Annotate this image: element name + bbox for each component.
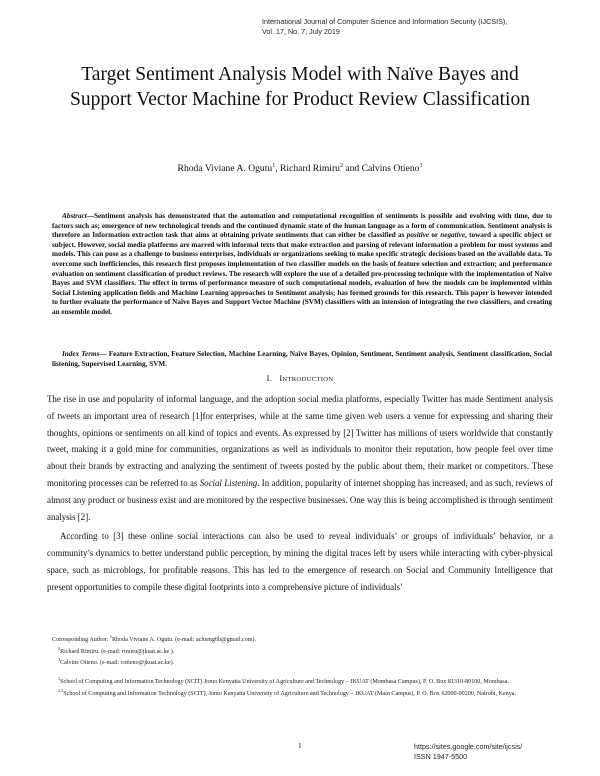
author-name: Rhoda Viviane A. Ogutu — [177, 163, 273, 175]
footnote: $^3$Calvins Otieno. (e-mail: cotieno@jkuat.ac.ke). — [58, 657, 175, 667]
page-number: 1 — [298, 742, 302, 750]
paragraph: According to [3] these online social interactions can also be used to reveal individuals’ or groups of individuals’ behavior, or a community’s dynamics to better understand public perception, by mining the digital traces left by users while interacting with cyber-physical space, such as microblogs, for profitable reasons. This has led to the emergence of research on Social and Community Intelligence that present opportunities to compile these digital footprints into a comprehensive picture of individuals’ — [47, 531, 553, 592]
abstract: Abstract—Sentiment analysis has demonstrated that the automation and computational recognition of sentiments is possible and evolving with time, due to factors such as; emergence of new technological trends and the continued dynamic state of the human language as a form of communication. Sentiment analysis is therefore an Information extraction task that aims at obtaining private sentiments that can either be classified as positive or negative, toward a specific object or subject. However, social media platforms are marred with informal texts that make extraction and parsing of relevant information a problem for most systems and models. This can pose as a challenge to business enterprises, individuals or organizations seeking to make specific strategic decisions based on the available data. To overcome such inefficiencies, this research first proposes implementation of two classifier models on the basis of feature selection and extraction; and performance evaluation on sentiment classification of product reviews. The research will explore the use of a detailed pre-processing technique with the implementation of Naïve Bayes and SVM classifiers. The effect in terms of performance measure of such computational models, evaluation of how the models can be implemented within Social Listening application fields and Machine Learning approaches to Sentiment analysis; has formed grounds for this research. This paper is however intended to further evaluate the performance of Naïve Bayes and Support Vector Machine (SVM) classifiers with an intension of integrating the two classifiers, and creating an ensemble model. — [52, 212, 552, 316]
footer-info — [414, 742, 522, 761]
abstract-label: Abstract — [62, 212, 87, 220]
paragraph: The rise in use and popularity of informal language, and the adoption social media platforms, especially Twitter has made Sentiment analysis of tweets an important area of research [1]for enterprises, while at the same time given web users a venue for expressing and sharing their thoughts, opinions or sentiments on all kind of topics and events. As expressed by [2] Twitter has millions of users worldwide that constantly tweet, making it a gold mine for communities, organizations as well as individuals to monitor their reputation, how people feel over time about their brands by extracting and analyzing the sentiment of tweets posted by the public about them, their market or competitors. These monitoring processes can be referred to as Social Listening. In addition, popularity of internet shopping has increased, and as such, reviews of almost any product or business exist and are monitored by the respective businesses. One way this is being accomplished is through sentiment analysis [2]. — [47, 394, 553, 522]
issn: ISSN 1947-5500 — [414, 751, 468, 761]
journal-volume: Vol. 17, No. 7, July 2019 — [262, 26, 340, 36]
abstract-emphasis: positive — [406, 231, 430, 240]
footnote: $^2$Richard Rimiru. (e-mail: rimiru@jkuat.ac.ke ). — [58, 645, 175, 655]
index-terms-text: Feature Extraction, Feature Selection, Machine Learning, Naïve Bayes, Opinion, Sentiment, Sentiment analysis, Sentiment classification, Social listening, Supervised Learning, SVM. — [52, 350, 552, 368]
author-name: Calvins Otieno — [361, 163, 420, 175]
section-heading: I. INTRODUCTION — [266, 374, 334, 383]
paper-title: Target Sentiment Analysis Model with Naïve Bayes and Support Vector Machine for Product Review Classification — [70, 64, 530, 110]
footnote: Corresponding Author: $^1$Rhoda Viviane A. Ogutu. (e-mail: achieng6h@gmail.com). — [52, 634, 257, 644]
author-mark: 2 — [339, 163, 343, 169]
journal-url: https://sites.google.com/site/ijcsis/ — [414, 742, 523, 751]
affiliation: $^{2,3}$School of Computing and Information Technology (SCIT), Jomo Kenyatta University of Agriculture and Technology – JKUAT (Main Campus), P. O. Box 62000-00200, Nairobi, Kenya. — [58, 687, 516, 697]
abstract-text: , toward a specific object or subject. However, social media platforms are marred with informal texts that make extraction and parsing of relevant information a problem for most systems and models. This can pose as a challenge to business enterprises, individuals or organizations seeking to make specific strategic decisions based on the available data. To overcome such inefficiencies, this research first proposes implementation of two classifier models on the basis of feature selection and extraction; and performance evaluation on sentiment classification of product reviews. The research will explore the use of a detailed pre-processing technique with the implementation of Naïve Bayes and SVM classifiers. The effect in terms of performance measure of such computational models, evaluation of how the models can be implemented within Social Listening application fields and Machine Learning approaches to Sentiment analysis; has formed grounds for this research. This paper is however intended to further evaluate the performance of Naïve Bayes and Support Vector Machine (SVM) classifiers with an intension of integrating the two classifiers, and creating an ensemble model. — [52, 231, 552, 316]
index-terms: Index Terms— Feature Extraction, Feature Selection, Machine Learning, Naïve Bayes, Opinion, Sentiment, Sentiment analysis, Sentiment classification, Social listening, Supervised Learning, SVM. — [52, 350, 552, 368]
journal-header — [262, 17, 507, 36]
author-mark: 3 — [419, 163, 423, 169]
author-line: Rhoda Viviane A. Ogutu$^1$, Richard Rimiru$^2$ and Calvins Otieno$^3$ — [177, 163, 423, 175]
author-mark: 1 — [272, 163, 276, 169]
emphasis: Social Listening — [199, 477, 258, 488]
abstract-text: Sentiment analysis has demonstrated that the automation and computational recognition of sentiments is possible and evolving with time, due to factors such as; emergence of new technological trends and the continued dynamic state of the human language as a form of communication. Sentiment analysis is therefore an Information extraction task that aims at obtaining private sentiments that can either be classified as — [52, 212, 552, 240]
affiliation: $^1$School of Computing and Information Technology (SCIT) Jomo Kenyatta University of Agriculture and Technology – JKUAT (Mombasa Campus), P. O. Box 81310-80100, Mombasa. — [58, 675, 509, 685]
author-name: Richard Rimiru — [280, 163, 340, 175]
journal-name: International Journal of Computer Science and Information Security (IJCSIS), — [262, 17, 508, 26]
footnotes — [52, 633, 552, 698]
abstract-emphasis: negative — [440, 231, 466, 240]
index-terms-label: Index Terms — [62, 350, 100, 358]
body-text — [47, 391, 553, 596]
